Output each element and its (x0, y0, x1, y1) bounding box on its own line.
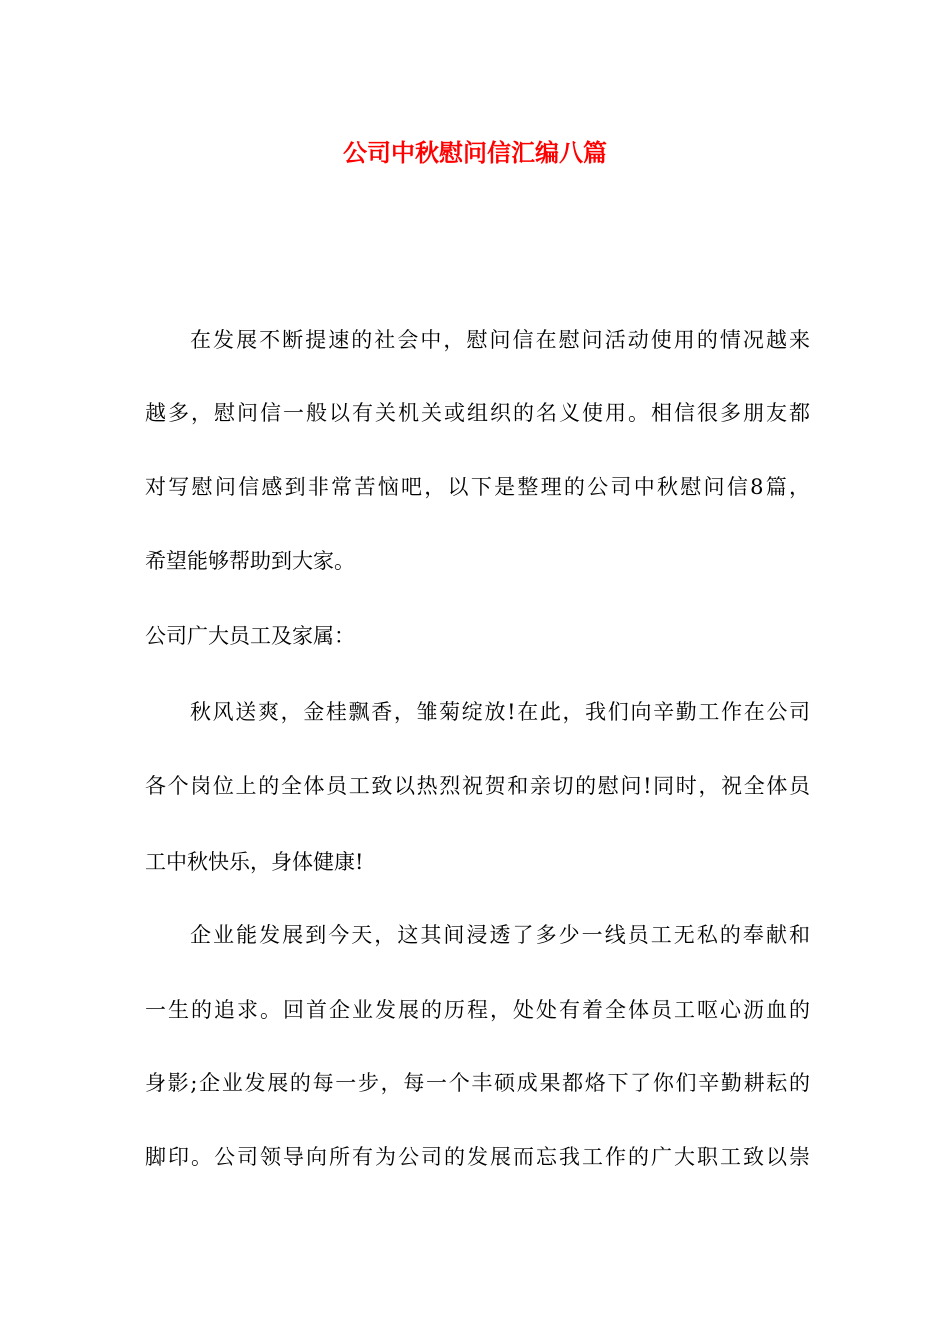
salutation-line: 公司广大员工及家属： (145, 624, 355, 648)
paragraph-line: 秋风送爽，金桂飘香，雏菊绽放!在此，我们向辛勤工作在公司 (190, 700, 810, 724)
document-title: 公司中秋慰问信汇编八篇 (343, 139, 607, 167)
paragraph-line: 脚印。公司领导向所有为公司的发展而忘我工作的广大职工致以崇 (145, 1145, 810, 1169)
paragraph-line: 企业能发展到今天，这其间浸透了多少一线员工无私的奉献和 (190, 923, 810, 947)
paragraph-line: 对写慰问信感到非常苦恼吧，以下是整理的公司中秋慰问信8篇， (145, 475, 810, 499)
paragraph-line: 工中秋快乐，身体健康! (145, 850, 364, 874)
paragraph-line: 身影;企业发展的每一步，每一个丰硕成果都烙下了你们辛勤耕耘的 (145, 1071, 810, 1095)
paragraph-line: 希望能够帮助到大家。 (145, 549, 355, 573)
paragraph-line: 在发展不断提速的社会中，慰问信在慰问活动使用的情况越来 (190, 328, 810, 352)
paragraph-line: 一生的追求。回首企业发展的历程，处处有着全体员工呕心沥血的 (145, 998, 810, 1022)
paragraph-line: 各个岗位上的全体员工致以热烈祝贺和亲切的慰问!同时，祝全体员 (145, 774, 810, 798)
paragraph-line: 越多，慰问信一般以有关机关或组织的名义使用。相信很多朋友都 (145, 401, 810, 425)
